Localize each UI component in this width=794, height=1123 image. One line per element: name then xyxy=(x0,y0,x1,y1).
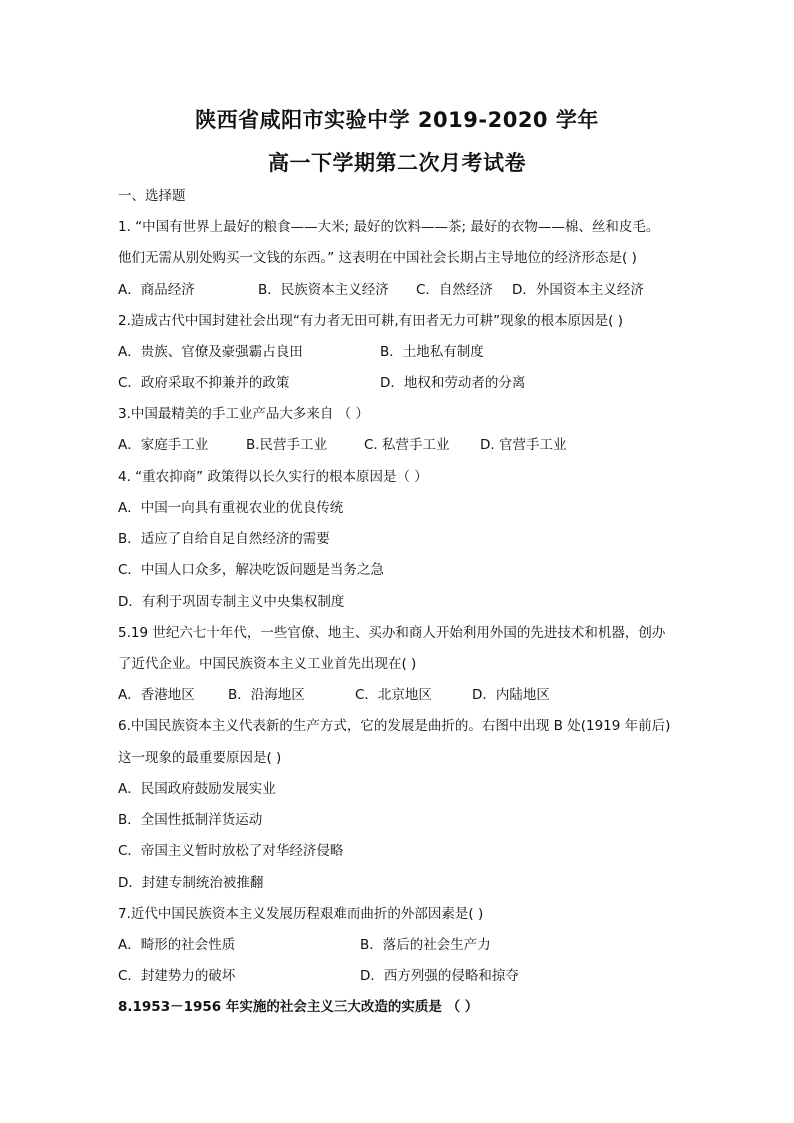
question-5-option-d: D．内陆地区 xyxy=(472,687,550,703)
question-7-option-b: B．落后的社会生产力 xyxy=(360,937,491,953)
question-3-option-b: B.民营手工业 xyxy=(246,437,328,453)
question-6-line-1: 6.中国民族资本主义代表新的生产方式，它的发展是曲折的。右图中出现 B 处(1919 年前后) xyxy=(118,718,671,734)
question-1-line-2: 他们无需从别处购买一文钱的东西。” 这表明在中国社会长期占主导地位的经济形态是( ) xyxy=(118,250,637,266)
question-1-option-b: B．民族资本主义经济 xyxy=(258,282,389,298)
question-5-option-b: B．沿海地区 xyxy=(228,687,305,703)
question-6-option-a: A．民国政府鼓励发展实业 xyxy=(118,781,276,797)
question-4-option-a: A．中国一向具有重视农业的优良传统 xyxy=(118,500,344,516)
question-4-option-c: C．中国人口众多，解决吃饭问题是当务之急 xyxy=(118,562,384,578)
question-1-option-c: C．自然经济 xyxy=(416,282,493,298)
question-4-line-1: 4. “重农抑商” 政策得以长久实行的根本原因是（ ） xyxy=(118,469,428,485)
question-3-option-a: A．家庭手工业 xyxy=(118,437,209,453)
question-2-option-a: A．贵族、官僚及豪强霸占良田 xyxy=(118,344,303,360)
question-3-option-c: C. 私营手工业 xyxy=(364,437,450,453)
exam-title-line1: 陕西省咸阳市实验中学 2019-2020 学年 xyxy=(195,108,599,132)
question-6-line-2: 这一现象的最重要原因是( ) xyxy=(118,750,282,766)
question-6-option-d: D．封建专制统治被推翻 xyxy=(118,875,264,891)
question-3-option-d: D. 官营手工业 xyxy=(480,437,567,453)
question-5-line-1: 5.19 世纪六七十年代，一些官僚、地主、买办和商人开始利用外国的先进技术和机器，创办 xyxy=(118,625,666,641)
question-4-option-d: D．有利于巩固专制主义中央集权制度 xyxy=(118,594,345,610)
question-7-line-1: 7.近代中国民族资本主义发展历程艰难而曲折的外部因素是( ) xyxy=(118,906,484,922)
question-5-option-c: C．北京地区 xyxy=(355,687,432,703)
question-7-option-d: D．西方列强的侵略和掠夺 xyxy=(360,968,519,984)
question-2-option-b: B．土地私有制度 xyxy=(380,344,484,360)
question-5-option-a: A．香港地区 xyxy=(118,687,195,703)
question-7-option-a: A．畸形的社会性质 xyxy=(118,937,236,953)
question-2-line-1: 2.造成古代中国封建社会出现“有力者无田可耕,有田者无力可耕”现象的根本原因是( ) xyxy=(118,313,623,329)
question-6-option-c: C．帝国主义暂时放松了对华经济侵略 xyxy=(118,843,344,859)
question-1-option-d: D．外国资本主义经济 xyxy=(512,282,644,298)
section-heading: 一、选择题 xyxy=(118,188,186,204)
question-2-option-c: C．政府采取不抑兼并的政策 xyxy=(118,375,290,391)
question-5-line-2: 了近代企业。中国民族资本主义工业首先出现在( ) xyxy=(118,656,417,672)
question-6-option-b: B．全国性抵制洋货运动 xyxy=(118,812,263,828)
question-4-option-b: B．适应了自给自足自然经济的需要 xyxy=(118,531,330,547)
exam-title-line2: 高一下学期第二次月考试卷 xyxy=(268,151,526,175)
question-3-line-1: 3.中国最精美的手工业产品大多来自 （ ） xyxy=(118,406,369,422)
question-1-line-1: 1. “中国有世界上最好的粮食——大米; 最好的饮料——茶; 最好的衣物——棉、丝和皮毛。 xyxy=(118,219,660,235)
question-1-option-a: A．商品经济 xyxy=(118,282,195,298)
question-7-option-c: C．封建势力的破坏 xyxy=(118,968,236,984)
question-8-line-1: 8.1953－1956 年实施的社会主义三大改造的实质是 （ ） xyxy=(118,999,479,1015)
question-2-option-d: D．地权和劳动者的分离 xyxy=(380,375,526,391)
